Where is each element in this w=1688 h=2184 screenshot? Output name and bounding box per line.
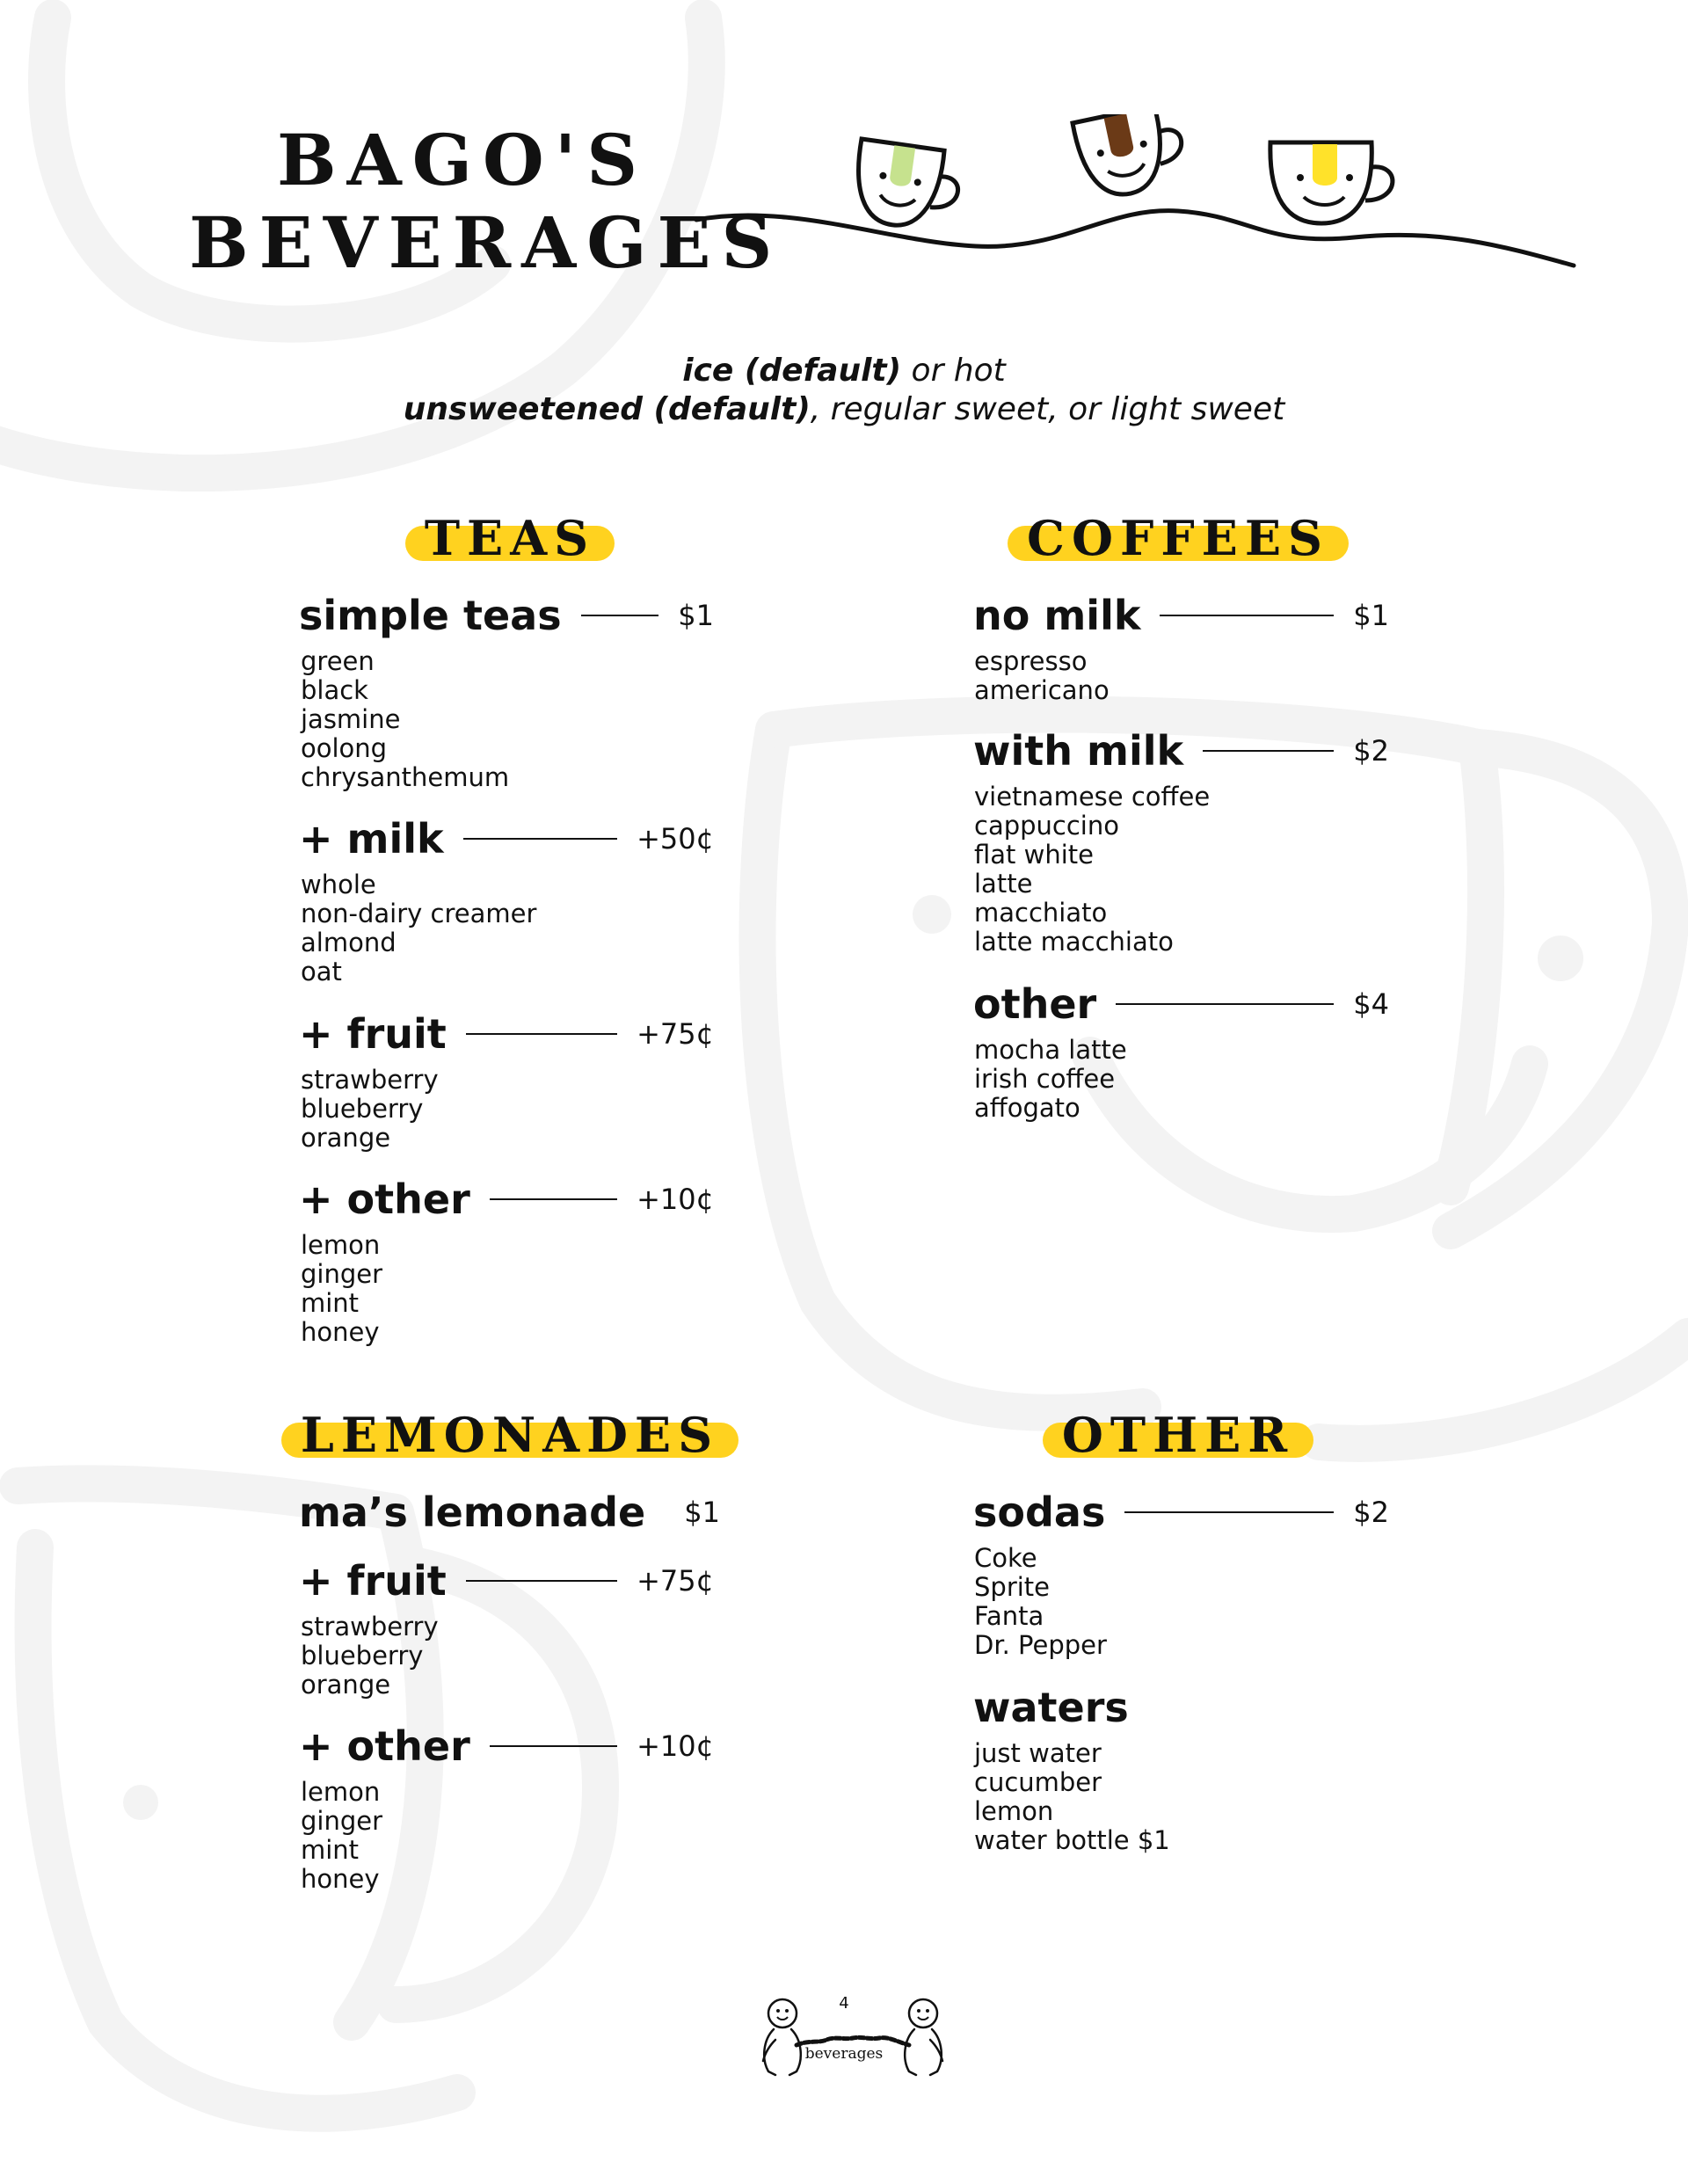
option: latte macchiato	[974, 927, 1174, 957]
leader-line	[466, 1580, 617, 1582]
leader-line	[1160, 615, 1334, 616]
option: espresso	[974, 646, 1088, 676]
with-milk-options	[974, 783, 1210, 957]
option: ginger	[301, 1259, 383, 1289]
item-name: + fruit	[299, 1010, 447, 1058]
option: Dr. Pepper	[974, 1630, 1107, 1660]
leader-line	[490, 1198, 617, 1200]
option: just water	[974, 1738, 1102, 1768]
sweetness-defaults	[0, 390, 1688, 429]
option: cappuccino	[974, 811, 1119, 841]
option: oolong	[301, 733, 388, 763]
option: blueberry	[301, 1094, 424, 1124]
item-price: $1	[678, 599, 714, 632]
item-price: +50¢	[637, 822, 714, 855]
section-other-title: OTHER	[1043, 1409, 1313, 1461]
menu-item-mas-lemonade	[299, 1488, 720, 1537]
cup-coffee-icon	[1073, 114, 1190, 202]
option: Sprite	[974, 1572, 1051, 1602]
page-number: 4	[839, 1994, 849, 2013]
option: irish coffee	[974, 1064, 1116, 1094]
option: strawberry	[301, 1612, 439, 1642]
temperature-default-bold: ice (default)	[682, 353, 902, 389]
option: non-dairy creamer	[301, 899, 537, 928]
menu-item-coffee-other	[973, 979, 1389, 1029]
leader-line	[581, 615, 659, 616]
item-price: $2	[1353, 734, 1389, 768]
option: mint	[301, 1288, 360, 1318]
item-name: simple teas	[299, 592, 562, 639]
section-coffees-heading	[967, 512, 1389, 564]
tea-other-options	[301, 1231, 382, 1347]
item-name: no milk	[973, 592, 1141, 639]
option: cucumber	[974, 1767, 1102, 1797]
item-price: $1	[684, 1496, 720, 1529]
menu-item-tea-other	[299, 1175, 714, 1224]
item-price: +10¢	[637, 1183, 714, 1216]
option: lemon	[301, 1777, 381, 1807]
simple-teas-options	[301, 647, 509, 792]
drink-defaults	[0, 352, 1688, 429]
leader-line	[490, 1745, 617, 1747]
coffee-other-options	[974, 1036, 1127, 1123]
header-cups-illustration	[686, 114, 1582, 281]
option: honey	[301, 1864, 380, 1894]
option: water bottle $1	[974, 1825, 1170, 1855]
item-name: + other	[299, 1176, 470, 1223]
option: chrysanthemum	[301, 762, 510, 792]
item-name: sodas	[973, 1489, 1106, 1536]
sodas-options	[974, 1544, 1107, 1660]
item-name: + milk	[299, 815, 444, 863]
tea-fruit-options	[301, 1066, 439, 1153]
item-name: other	[973, 980, 1097, 1028]
option: oat	[301, 957, 342, 986]
option: vietnamese coffee	[974, 782, 1211, 812]
menu-item-lemonade-fruit	[299, 1556, 714, 1605]
menu-item-no-milk	[973, 591, 1389, 640]
footer-label: beverages	[804, 2045, 884, 2063]
leader-line	[1124, 1511, 1334, 1513]
title-line-2: BEVERAGES	[189, 201, 783, 284]
option: Coke	[974, 1543, 1037, 1573]
option: blueberry	[301, 1641, 424, 1671]
section-coffees-title: COFFEES	[1008, 512, 1349, 564]
lemonade-other-options	[301, 1778, 382, 1894]
cup-lemonade-icon	[1270, 142, 1393, 223]
option: whole	[301, 870, 376, 899]
option: orange	[301, 1670, 391, 1700]
tea-milk-options	[301, 870, 536, 986]
section-teas-heading	[299, 512, 721, 564]
menu-item-lemonade-other	[299, 1722, 714, 1771]
menu-item-waters	[973, 1683, 1389, 1732]
option: americano	[974, 675, 1110, 705]
item-name: + other	[299, 1722, 470, 1770]
item-name: waters	[973, 1684, 1129, 1731]
option: jasmine	[301, 704, 401, 734]
section-lemonades-heading	[264, 1409, 756, 1461]
section-teas-title: TEAS	[405, 512, 615, 564]
item-price: +10¢	[637, 1729, 714, 1763]
option: Fanta	[974, 1601, 1044, 1631]
item-price: $4	[1353, 987, 1389, 1021]
lemonade-fruit-options	[301, 1613, 439, 1700]
sweetness-default-bold: unsweetened (default)	[403, 391, 811, 427]
option: lemon	[974, 1796, 1054, 1826]
wave-line	[696, 211, 1574, 266]
option: affogato	[974, 1093, 1080, 1123]
item-price: +75¢	[637, 1017, 714, 1051]
section-other-heading	[967, 1409, 1389, 1461]
menu-item-simple-teas	[299, 591, 714, 640]
option: latte	[974, 869, 1033, 899]
item-name: ma’s lemonade	[299, 1489, 646, 1536]
cup-green-tea-icon	[850, 139, 964, 233]
item-price: $2	[1353, 1496, 1389, 1529]
option: almond	[301, 928, 397, 957]
leader-line	[463, 838, 617, 840]
option: macchiato	[974, 898, 1108, 928]
item-name: with milk	[973, 727, 1184, 775]
item-price: +75¢	[637, 1564, 714, 1598]
menu-item-tea-fruit	[299, 1009, 714, 1059]
section-lemonades-title: LEMONADES	[281, 1409, 738, 1461]
option: strawberry	[301, 1065, 439, 1095]
option: lemon	[301, 1230, 381, 1260]
option: flat white	[974, 840, 1094, 870]
leader-line	[1116, 1003, 1334, 1005]
leader-line	[466, 1033, 617, 1035]
menu-item-with-milk	[973, 726, 1389, 775]
no-milk-options	[974, 647, 1110, 705]
leader-line	[1203, 750, 1334, 752]
option: green	[301, 646, 375, 676]
option: black	[301, 675, 368, 705]
option: ginger	[301, 1806, 383, 1836]
option: orange	[301, 1123, 391, 1153]
menu-item-tea-milk	[299, 814, 714, 863]
option: mocha latte	[974, 1035, 1127, 1065]
temperature-defaults	[0, 352, 1688, 390]
waters-options	[974, 1739, 1170, 1855]
menu-item-sodas	[973, 1488, 1389, 1537]
item-price: $1	[1353, 599, 1389, 632]
sweetness-default-rest: , regular sweet, or light sweet	[810, 391, 1285, 427]
option: mint	[301, 1835, 360, 1865]
title-line-1: BAGO'S	[277, 119, 648, 201]
temperature-default-rest: or hot	[901, 353, 1006, 389]
item-name: + fruit	[299, 1557, 447, 1605]
option: honey	[301, 1317, 380, 1347]
